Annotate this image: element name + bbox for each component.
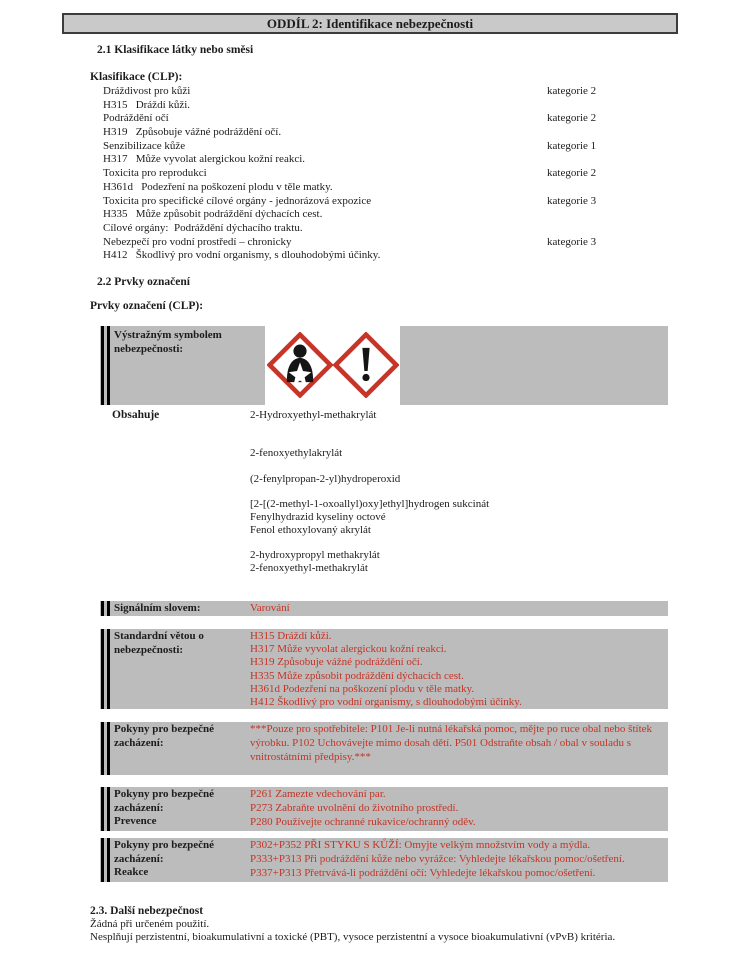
category-value: kategorie 2	[547, 85, 597, 97]
substance-line: (2-fenylpropan-2-yl)hydroperoxid	[250, 472, 401, 485]
contains-substances	[250, 409, 670, 575]
labelling-heading: 2.2 Prvky označení	[97, 276, 190, 288]
other-hazards-line1: Žádná při určeném použití.	[90, 918, 210, 930]
precautionary-statement: P337+P313 Přetrvává-li podráždění očí: Vyhledejte lékařskou pomoc/ošetření.	[250, 866, 596, 879]
hazard-statement: H319 Způsobuje vážné podráždění očí.	[250, 656, 423, 669]
row-left-bars	[101, 629, 110, 709]
classification-row: H317 Může vyvolat alergickou kožní reakci.	[103, 153, 306, 166]
substance-line	[250, 486, 670, 499]
category-value: kategorie 2	[547, 112, 597, 125]
row-left-bars	[101, 601, 110, 616]
substance-line: [2-[(2-methyl-1-oxoallyl)oxy]ethyl]hydrogen sukcinát	[250, 498, 490, 511]
classification-row: Podráždění očí kategorie 2	[103, 112, 597, 125]
classification-row: Nebezpečí pro vodní prostředí – chronicky kategorie 3	[103, 235, 597, 248]
classification-list	[103, 85, 663, 263]
substance-line: Fenylhydrazid kyseliny octové	[250, 511, 386, 524]
section-header	[62, 13, 678, 34]
classification-row: H319 Způsobuje vážné podráždění očí.	[103, 126, 282, 139]
precautionary-prevention-label: Pokyny pro bezpečné zacházení: Prevence	[114, 788, 215, 827]
substance-line	[250, 435, 670, 448]
category-value: kategorie 2	[547, 167, 597, 180]
signal-word-label: Signálním slovem:	[114, 602, 201, 614]
precautionary-statement: P333+P313 Při podráždění kůže nebo vyrážce: Vyhledejte lékařskou pomoc/ošetření.	[250, 852, 625, 865]
row-left-bars	[101, 787, 110, 831]
classification-row: H315 Dráždí kůži.	[103, 98, 191, 111]
classification-row: H361d Podezření na poškození plodu v těle matky.	[103, 180, 333, 193]
precautionary-statement: P273 Zabraňte uvolnění do životního prostředí.	[250, 801, 459, 814]
substance-line: 2-hydroxypropyl methakrylát	[250, 549, 380, 562]
hazard-statement: H315 Dráždí kůži.	[250, 630, 332, 642]
category-value: kategorie 1	[547, 139, 597, 152]
ghs07-exclamation-icon	[333, 332, 399, 398]
hazard-statement: H335 Může způsobit podráždění dýchacích cest.	[250, 669, 464, 682]
substance-line	[250, 422, 670, 435]
hazard-statement: H412 Škodlivý pro vodní organismy, s dlouhodobými účinky.	[250, 695, 522, 708]
classification-row: Senzibilizace kůže kategorie 1	[103, 139, 597, 152]
substance-line	[250, 537, 670, 550]
classification-row: H335 Může způsobit podráždění dýchacích cest.	[103, 208, 323, 221]
precautionary-general-text: ***Pouze pro spotřebitele: P101 Je-li nutná lékařská pomoc, mějte po ruce obal nebo štítek výrobku. P102 Uchovávejte mimo dosah dětí. P501 Odstraňte obsah / obal v souladu s vnitrostátními předpisy.***	[250, 723, 653, 763]
section-header-title: ODDÍL 2: Identifikace nebezpečnosti	[266, 16, 474, 31]
classification-row: Toxicita pro reprodukci kategorie 2	[103, 167, 597, 180]
precautionary-response-row	[100, 838, 668, 882]
classification-row: Cílové orgány: Podráždění dýchacího traktu.	[103, 221, 303, 234]
other-hazards-line2: Nesplňují perzistentní, bioakumulativní a toxické (PBT), vysoce perzistentní a vysoce bioakumulativní (vPvB) kritéria.	[90, 931, 616, 943]
other-hazards-heading: 2.3. Další nebezpečnost	[90, 905, 204, 917]
category-value: kategorie 3	[547, 194, 597, 207]
precautionary-prevention-values	[250, 788, 662, 829]
classification-row: H412 Škodlivý pro vodní organismy, s dlouhodobými účinky.	[103, 249, 381, 262]
precautionary-response-label: Pokyny pro bezpečné zacházení: Reakce	[114, 839, 215, 878]
contains-label: Obsahuje	[112, 409, 160, 421]
classification-subheading: Klasifikace (CLP):	[90, 71, 183, 83]
category-value: kategorie 3	[547, 235, 597, 248]
precautionary-statement: P280 Používejte ochranné rukavice/ochranný oděv.	[250, 815, 476, 828]
hazard-statements-label: Standardní větou o nebezpečnosti:	[114, 630, 204, 656]
classification-heading: 2.1 Klasifikace látky nebo směsi	[97, 44, 254, 56]
substance-line: 2-Hydroxyethyl-methakrylát	[250, 409, 377, 421]
hazard-statement: H361d Podezření na poškození plodu v těle matky.	[250, 682, 475, 695]
precautionary-general-row	[100, 722, 668, 775]
substance-line: Fenol ethoxylovaný akrylát	[250, 523, 371, 536]
substance-line: 2-fenoxyethyl-methakrylát	[250, 562, 368, 575]
signal-word-row	[100, 601, 668, 616]
signal-word-value: Varování	[250, 602, 290, 614]
row-left-bars	[101, 722, 110, 775]
row-left-bars	[101, 838, 110, 882]
classification-row: Dráždivost pro kůži kategorie 2	[103, 85, 597, 97]
hazard-statement: H317 Může vyvolat alergickou kožní reakci.	[250, 643, 447, 656]
precautionary-statement: P302+P352 PŘI STYKU S KŮŽÍ: Omyjte velkým množstvím vody a mýdla.	[250, 839, 591, 851]
classification-row: Toxicita pro specifické cílové orgány - jednorázová expozice kategorie 3	[103, 194, 597, 207]
labelling-subheading: Prvky označení (CLP):	[90, 300, 204, 312]
hazard-statements-row	[100, 629, 668, 709]
pictogram-row	[100, 326, 668, 405]
precautionary-general-label: Pokyny pro bezpečné zacházení:	[114, 723, 215, 749]
precautionary-statement: P261 Zamezte vdechování par.	[250, 788, 386, 800]
precautionary-prevention-row	[100, 787, 668, 831]
pictogram-row-label: Výstražným symbolem nebezpečnosti:	[114, 329, 222, 355]
pictogram-area	[265, 326, 400, 405]
substance-line	[250, 460, 670, 473]
precautionary-response-values	[250, 839, 662, 880]
row-left-bars	[101, 326, 110, 405]
substance-line: 2-fenoxyethylakrylát	[250, 447, 343, 460]
hazard-statements-values	[250, 630, 662, 709]
ghs08-health-hazard-icon	[267, 332, 333, 398]
